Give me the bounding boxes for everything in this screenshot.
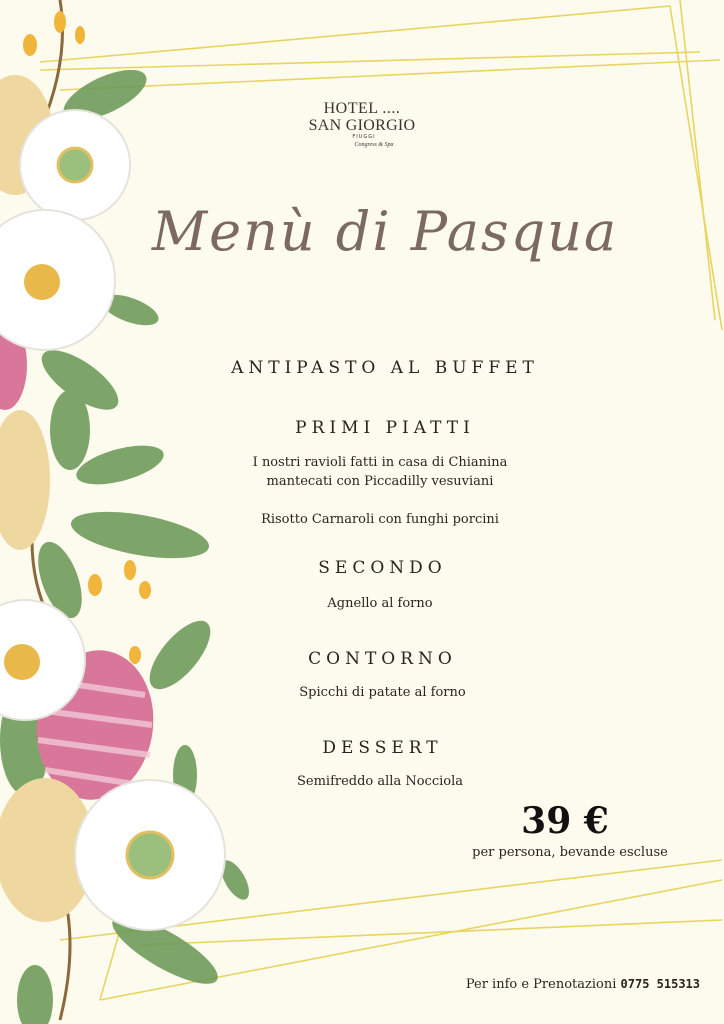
booking-label: Per info e Prenotazioni — [465, 977, 617, 992]
heading-dessert: DESSERT — [322, 738, 443, 758]
phone-number[interactable]: 0775 515313 — [620, 977, 700, 991]
dessert-item: Semifreddo alla Nocciola — [296, 774, 463, 789]
primi-item-1-line-2: mantecati con Piccadilly vesuviani — [266, 474, 494, 489]
price-amount: 39 € — [521, 800, 609, 842]
menu-title: Menù di Pasqua — [151, 200, 619, 263]
logo-line-name: SAN GIORGIO — [308, 117, 416, 134]
booking-info — [380, 977, 700, 992]
logo-line-tagline: Congress & Spa — [354, 142, 394, 148]
heading-secondo: SECONDO — [318, 558, 447, 578]
primi-item-2: Risotto Carnaroli con funghi porcini — [261, 512, 499, 527]
contorno-item: Spicchi di patate al forno — [299, 685, 466, 700]
primi-item-1-line-1: I nostri ravioli fatti in casa di Chianina — [252, 455, 508, 470]
hotel-logo — [292, 100, 432, 149]
logo-line-city: FIUGGI — [352, 134, 376, 140]
logo-line-hotel: HOTEL .... — [323, 100, 401, 117]
heading-primi: PRIMI PIATTI — [295, 418, 475, 438]
heading-antipasto: ANTIPASTO AL BUFFET — [231, 358, 539, 378]
heading-contorno: CONTORNO — [308, 649, 457, 669]
secondo-item: Agnello al forno — [327, 596, 433, 611]
price-note: per persona, bevande escluse — [472, 845, 668, 860]
